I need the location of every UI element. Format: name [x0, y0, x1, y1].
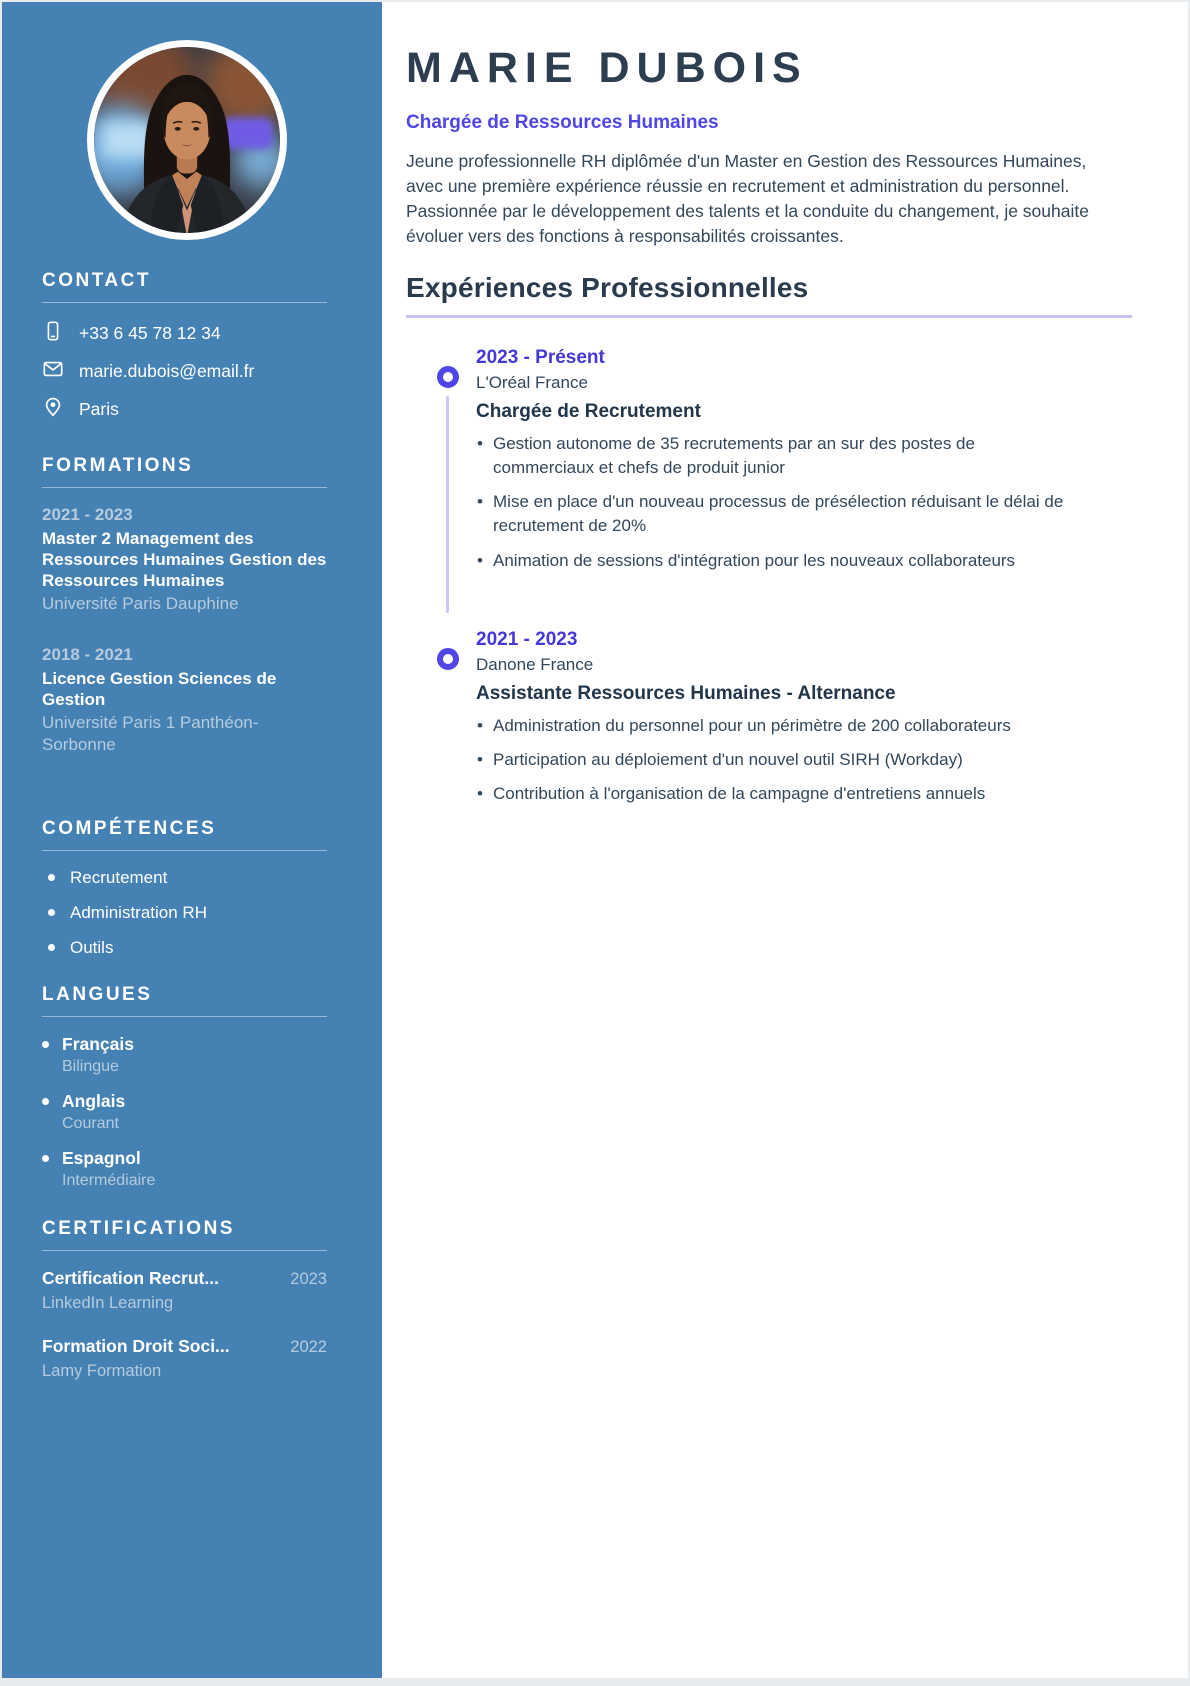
language-item: [42, 1034, 327, 1076]
contact-phone: [42, 320, 327, 347]
contact-phone-text: +33 6 45 78 12 34: [79, 323, 221, 343]
langues-title: LANGUES: [42, 984, 327, 1017]
certification-entry: [42, 1268, 327, 1313]
candidate-job-title: Chargée de Ressources Humaines: [406, 112, 719, 133]
experience-bullets: [476, 714, 1076, 806]
timeline-marker-icon: [437, 648, 459, 670]
contact-location-text: Paris: [79, 399, 119, 419]
certifications-section: [42, 1218, 327, 1381]
education-degree: Master 2 Management des Ressources Humaines Gestion des Ressources Humaines: [42, 529, 327, 591]
experiences-heading: Expériences Professionnelles: [406, 272, 809, 304]
experience-period: 2021 - 2023: [476, 628, 578, 650]
timeline-line: [446, 396, 449, 613]
bullet-dot-icon: [48, 909, 55, 916]
education-school: Université Paris Dauphine: [42, 594, 239, 614]
contact-email-text: marie.dubois@email.fr: [79, 361, 255, 381]
education-period: 2021 - 2023: [42, 505, 133, 524]
experience-bullet: • Gestion autonome de 35 recrutements par an sur des postes de commerciaux et chefs de produit junior: [476, 432, 1076, 480]
skill-item: [42, 938, 327, 958]
contact-section: [42, 270, 327, 423]
email-icon: [42, 358, 64, 385]
certification-entry: [42, 1336, 327, 1381]
language-level: Intermédiaire: [62, 1171, 156, 1189]
certifications-title: CERTIFICATIONS: [42, 1218, 327, 1251]
formations-title: FORMATIONS: [42, 455, 327, 488]
experience-period: 2023 - Présent: [476, 347, 605, 369]
certification-org: LinkedIn Learning: [42, 1293, 174, 1312]
competences-section: [42, 818, 327, 958]
contact-location: [42, 396, 327, 423]
experience-bullet: • Contribution à l'organisation de la campagne d'entretiens annuels: [476, 782, 1076, 806]
skill-label: Outils: [70, 937, 114, 957]
skill-item: [42, 868, 327, 888]
education-entry: [42, 645, 327, 756]
language-name: Espagnol: [62, 1147, 141, 1168]
language-item: [42, 1091, 327, 1133]
certification-year: 2022: [290, 1337, 327, 1356]
experience-company: L'Oréal France: [476, 373, 588, 393]
phone-icon: [42, 320, 64, 347]
language-name: Anglais: [62, 1090, 126, 1111]
bullet-dot-icon: [48, 944, 55, 951]
skill-item: [42, 903, 327, 923]
candidate-name: MARIE DUBOIS: [406, 44, 808, 92]
bullet-dot-icon: [48, 874, 55, 881]
bullet-dot-icon: [42, 1098, 49, 1105]
location-icon: [42, 396, 64, 423]
experience-timeline: [437, 318, 1132, 806]
language-item: [42, 1148, 327, 1190]
sidebar: [2, 2, 382, 1678]
bullet-dot-icon: [42, 1155, 49, 1162]
experience-bullet: • Participation au déploiement d'un nouvel outil SIRH (Workday): [476, 748, 1076, 772]
experience-entry: [437, 629, 1132, 806]
certification-org: Lamy Formation: [42, 1361, 162, 1380]
certification-name: Formation Droit Soci...: [42, 1335, 230, 1356]
experience-bullet: • Animation de sessions d'intégration pour les nouveaux collaborateurs: [476, 549, 1076, 573]
bullet-dot-icon: [42, 1041, 49, 1048]
education-period: 2018 - 2021: [42, 644, 133, 664]
competences-title: COMPÉTENCES: [42, 818, 327, 851]
experience-company: Danone France: [476, 654, 594, 674]
language-name: Français: [62, 1033, 134, 1054]
certification-year: 2023: [290, 1269, 327, 1288]
contact-title: CONTACT: [42, 270, 327, 303]
contact-email: [42, 358, 327, 385]
main-content: [382, 2, 1188, 1678]
skill-label: Recrutement: [70, 867, 168, 887]
experience-role: Assistante Ressources Humaines - Alternance: [476, 682, 896, 704]
education-entry: [42, 505, 327, 615]
experience-bullets: [476, 432, 1076, 573]
certification-name: Certification Recrut...: [42, 1267, 219, 1288]
education-school: Université Paris 1 Panthéon-Sorbonne: [42, 713, 259, 754]
skill-label: Administration RH: [70, 902, 207, 922]
portrait-illustration: [94, 47, 280, 233]
experience-bullet: • Administration du personnel pour un périmètre de 200 collaborateurs: [476, 714, 1076, 738]
language-level: Courant: [62, 1114, 119, 1132]
education-degree: Licence Gestion Sciences de Gestion: [42, 668, 277, 710]
experience-role: Chargée de Recrutement: [476, 401, 701, 423]
langues-section: [42, 984, 327, 1190]
experience-entry: [437, 347, 1132, 629]
formations-section: [42, 455, 327, 756]
profile-summary: Jeune professionnelle RH diplômée d'un Master en Gestion des Ressources Humaines, avec une première expérience réussie en recrutement et administration du personnel. Passionnée par le développement des talents et la conduite du changement, je souhaite évoluer vers des fonctions à responsabilités croissantes.: [406, 151, 1089, 247]
language-level: Bilingue: [62, 1057, 119, 1075]
avatar: [87, 40, 287, 240]
experience-bullet: • Mise en place d'un nouveau processus de présélection réduisant le délai de recrutement de 20%: [476, 490, 1076, 538]
resume-page: [2, 2, 1188, 1678]
timeline-marker-icon: [437, 366, 459, 388]
